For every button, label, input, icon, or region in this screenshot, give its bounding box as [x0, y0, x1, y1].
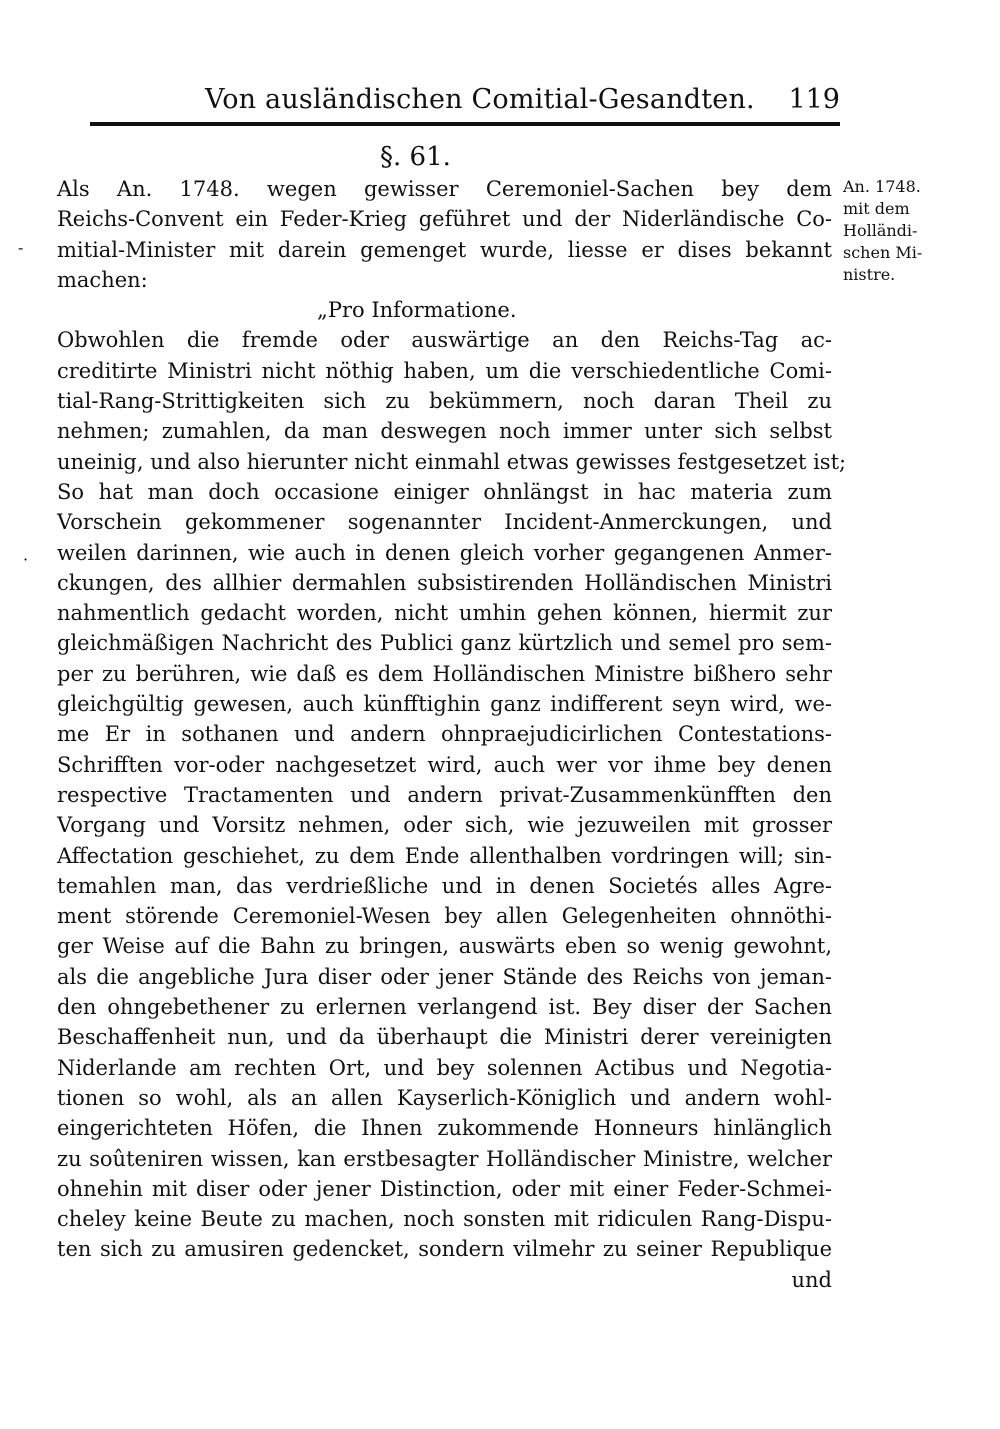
catchword: und: [791, 1267, 832, 1292]
text-line-36: ten sich zu amusiren gedencket, sondern vilmehr zu seiner Republique: [57, 1237, 832, 1262]
text-line-24: temahlen man, das verdrießliche und in denen Societés alles Agre-: [57, 873, 832, 898]
text-line-22: Vorgang und Vorsitz nehmen, oder sich, wie jezuweilen mit grosser: [57, 813, 832, 838]
text-line-6: Obwohlen die fremde oder auswärtige an den Reichs-Tag ac-: [57, 328, 832, 353]
text-line-11: So hat man doch occasione einiger ohnlängst in hac materia zum: [57, 479, 832, 504]
header-rule: [90, 122, 840, 126]
page-number: 119: [788, 84, 840, 115]
text-line-8: tial-Rang-Strittigkeiten sich zu bekümmern, noch daran Theil zu: [57, 389, 832, 414]
margin-dot-mark: ·: [23, 550, 29, 569]
text-line-15: nahmentlich gedacht worden, nicht umhin gehen können, hiermit zur: [57, 601, 832, 626]
text-line-7: creditirte Ministri nicht nöthig haben, um die verschiedentliche Comi-: [57, 358, 832, 383]
text-line-2: Reichs-Convent ein Feder-Krieg geführet und der Niderländische Co-: [57, 207, 832, 232]
text-line-28: den ohngebethener zu erlernen verlangend ist. Bey diser der Sachen: [57, 995, 832, 1020]
text-line-17: per zu berühren, wie daß es dem Holländischen Ministre bißhero sehr: [57, 661, 832, 686]
text-line-9: nehmen; zumahlen, da man deswegen noch immer unter sich selbst: [57, 419, 832, 444]
text-line-31: tionen so wohl, als an allen Kayserlich-Königlich und andern wohl-: [57, 1085, 832, 1110]
text-line-10: uneinig, und also hierunter nicht einmahl etwas gewisses festgesetzet ist;: [57, 449, 847, 474]
text-line-3: mitial-Minister mit darein gemenget wurde, liesse er dises bekannt: [57, 237, 832, 262]
text-line-4: machen:: [57, 267, 148, 292]
text-line-34: ohnehin mit diser oder jener Distinction, oder mit einer Feder-Schmei-: [57, 1176, 832, 1201]
text-line-13: weilen darinnen, wie auch in denen gleich vorher gegangenen Anmer-: [57, 540, 832, 565]
text-line-32: eingerichteten Höfen, die Ihnen zukommende Honneurs hinlänglich: [57, 1116, 832, 1141]
text-line-12: Vorschein gekommener sogenannter Incident-Anmerckungen, und: [57, 510, 832, 535]
margin-note-line: schen Mi-: [843, 243, 923, 262]
body-text: [57, 174, 847, 1295]
margin-note-line: mit dem: [843, 199, 910, 218]
text-line-29: Beschaffenheit nun, und da überhaupt die Ministri derer vereinigten: [57, 1025, 832, 1050]
text-line-21: respective Tractamenten und andern privat-Zusammenkünfften den: [57, 782, 832, 807]
margin-dash-mark: -: [18, 238, 24, 257]
text-line-14: ckungen, des allhier dermahlen subsistirenden Holländischen Ministri: [57, 570, 832, 595]
margin-note-line: Holländi-: [843, 221, 918, 240]
text-line-35: cheley keine Beute zu machen, noch sonsten mit ridiculen Rang-Dispu-: [57, 1207, 832, 1232]
text-line-23: Affectation geschiehet, zu dem Ende allenthalben vordringen will; sin-: [57, 843, 832, 868]
running-head: [90, 76, 840, 126]
margin-note-line: An. 1748.: [843, 177, 921, 196]
subheading-pro-informatione: „Pro Informatione.: [317, 298, 517, 323]
text-line-1: Als An. 1748. wegen gewisser Ceremoniel-Sachen bey dem: [57, 177, 832, 201]
margin-note-line: nistre.: [843, 265, 896, 284]
margin-note: [843, 176, 953, 286]
text-line-33: zu soûteniren wissen, kan erstbesagter Holländischer Ministre, welcher: [57, 1146, 832, 1171]
text-line-30: Niderlande am rechten Ort, und bey solennen Actibus und Negotia-: [57, 1055, 832, 1080]
text-line-26: ger Weise auf die Bahn zu bringen, auswärts eben so wenig gewohnt,: [57, 934, 832, 959]
text-line-20: Schrifften vor-oder nachgesetzet wird, auch wer vor ihme bey denen: [57, 752, 832, 777]
text-line-27: als die angebliche Jura diser oder jener Stände des Reichs von jeman-: [57, 964, 832, 989]
text-line-19: me Er in sothanen und andern ohnpraejudicirlichen Contestations-: [57, 722, 832, 747]
section-number: §. 61.: [380, 142, 451, 172]
text-line-18: gleichgültig gewesen, auch künfftighin ganz indifferent seyn wird, we-: [57, 692, 832, 717]
running-title: Von ausländischen Comitial-Gesandten.: [205, 84, 755, 115]
text-line-25: ment störende Ceremoniel-Wesen bey allen Gelegenheiten ohnnöthi-: [57, 904, 832, 929]
text-line-16: gleichmäßigen Nachricht des Publici ganz kürtzlich und semel pro sem-: [57, 631, 832, 656]
